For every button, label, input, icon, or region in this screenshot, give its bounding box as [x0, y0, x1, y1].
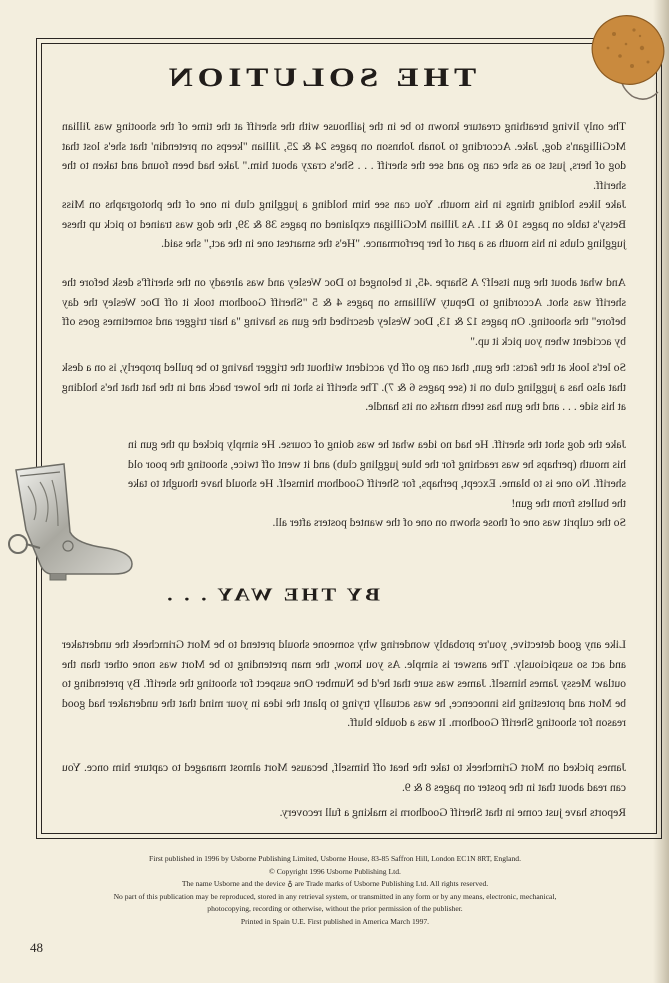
- publication-footer: [40, 853, 630, 929]
- page-number: 48: [30, 940, 43, 955]
- footer-line: photocopying, recording or otherwise, without the prior permission of the publisher.: [207, 904, 463, 914]
- bytheway-paragraph: James picked on Mort Grimcheek to take the heat off himself, because Mort almost managed to capture him once. You can read about that in the poster on pages 8 & 9.: [62, 761, 626, 794]
- footer-line: The name Usborne and the device ♁ are Trade marks of Usborne Publishing Ltd. All rights reserved.: [181, 879, 489, 889]
- solution-paragraph: The only living breathing creature known to be in the jailhouse with the sheriff at the time of the shooting was Jillian McGilligan's dog, Jake. According to Jonah Johnson on pages 24 & 25, Jillian "keeps on pretendin' that she's lost that dog of hers, just so as she can go and see the sheriff . . . She's crazy about him." Jake had been found and taken to the sheriff.: [62, 120, 626, 192]
- footer-line: First published in 1996 by Usborne Publishing Limited, Usborne House, 83-85 Saffron Hill, London EC1N 8RT, England.: [149, 854, 521, 863]
- bytheway-paragraph: Reports have just come in that Sheriff Goodhorn is making a full recovery.: [279, 806, 626, 819]
- section-heading: BY THE WAY . . .: [164, 584, 380, 605]
- footer-line: © Copyright 1996 Usborne Publishing Ltd.: [269, 866, 401, 876]
- page-title: THE SOLUTION: [163, 63, 477, 93]
- solution-paragraph: Jake likes holding things in his mouth. You can see him holding a juggling club in one of the photographs on Miss Betsy's table on pages 10 & 11. As Jillian McGilligan explained on pages 38 & 39, the dog was trained to pick up these juggling clubs in his mouth as a part of her performance. "He's the smartest one in the act," she said.: [62, 198, 626, 250]
- cowboy-boot-icon: [6, 460, 136, 585]
- bytheway-paragraph: Like any good detective, you're probably wondering why someone should pretend to be Mort Grimcheek the undertaker and act so suspiciously. The answer is simple. As you know, the man pretending to be Mort was none other than the outlaw Messy James himself. James was sure that he'd be Number One suspect for shooting the sheriff. By pretending to be Mort and protesting his innocence, he was actually trying to plant the idea in your mind that the undertaker had good reason for shooting Sheriff Goodhorn. It was a double bluff.: [62, 638, 626, 729]
- footer-line: No part of this publication may be reproduced, stored in any retrieval system, or transmitted in any form or by any means, electronic, mechanical,: [113, 891, 557, 901]
- footer-line: Printed in Spain U.E. First published in America March 1997.: [240, 916, 430, 926]
- solution-paragraph: So let's look at the facts: the gun, that can go off by accident without the trigger having to be pulled properly, is on a desk that also has a juggling club on it (see pages 6 & 7). The sheriff is shot in the lower back and in the hat that he's holding at his side . . . and the gun has teeth marks on its handle.: [62, 361, 626, 413]
- solution-paragraph: And what about the gun itself? A Sharpe .45, it belonged to Doc Wesley and was already on the sheriff's desk before the sheriff was shot. According to Deputy Williams on pages 4 & 5 "Sheriff Goodhorn took it off Doc Wesley the day before" the shooting. On pages 12 & 13, Doc Wesley described the gun as having "a hair trigger and sometimes goes off by accident when you pick it up.": [62, 276, 626, 348]
- cork-icon: [584, 4, 666, 104]
- solution-paragraph: Jake the dog shot the sheriff. He had no idea what he was doing of course. He simply picked up the gun in his mouth (perhaps he was reaching for the blue juggling club) and it went off twice, shooting the poor old sheriff. No one is to blame. Except, perhaps, for Sheriff Goodhorn himself. He should have thought to take the bullets from the gun! So the culprit was one of those shown on one of the wanted posters after all.: [128, 438, 626, 529]
